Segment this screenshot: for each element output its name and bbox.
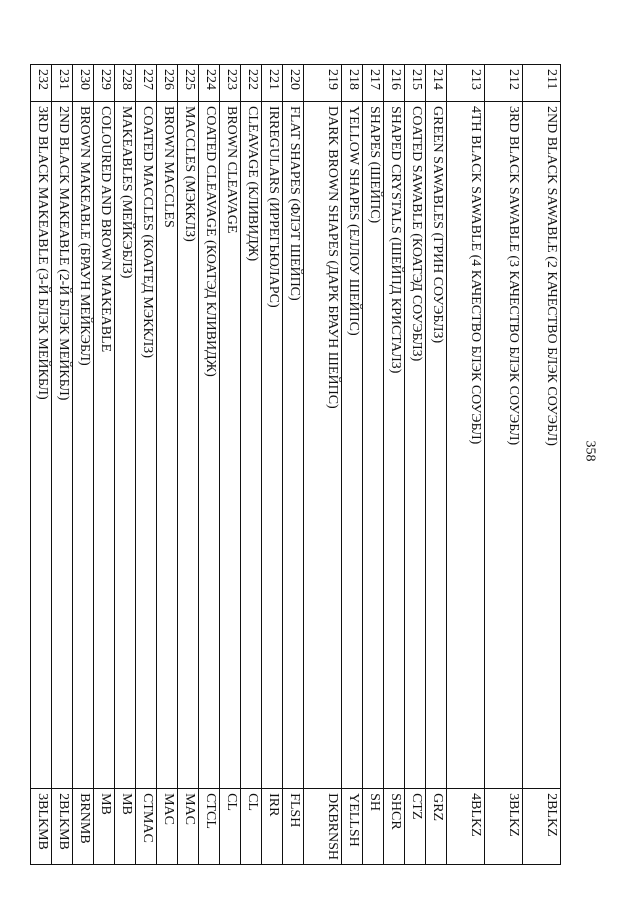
row-number-cell: 229 — [94, 65, 115, 102]
table-row — [73, 65, 94, 865]
item-code-cell: CTZ — [405, 789, 426, 865]
item-code-cell: FLSH — [283, 789, 304, 865]
item-name-cell: 2ND BLACK SAWABLE (2 КАЧЕСТВО БЛЭК СОУЭБЛ) — [523, 102, 561, 789]
row-number-cell: 215 — [405, 65, 426, 102]
table-row — [405, 65, 426, 865]
page-number: 358 — [582, 440, 598, 462]
item-name-cell: BROWN MAKEABLE (БРАУН МЕЙКЭБЛ) — [73, 102, 94, 789]
item-name-cell: COATED CLEAVAGE (КОАТЭД КЛИВИДЖ) — [199, 102, 220, 789]
row-number-cell: 219 — [304, 65, 342, 102]
item-name-cell: 4TH BLACK SAWABLE (4 КАЧЕСТВО БЛЭК СОУЭБЛ) — [447, 102, 485, 789]
table-row — [384, 65, 405, 865]
item-code-cell: GRZ — [426, 789, 447, 865]
item-code-cell: MB — [94, 789, 115, 865]
item-name-cell: FLAT SHAPES (ФЛЭТ ШЕЙПС) — [283, 102, 304, 789]
table-row — [241, 65, 262, 865]
row-number-cell: 220 — [283, 65, 304, 102]
item-name-cell: SHAPED CRYSTALS (ШЕЙПД КРИСТАЛЗ) — [384, 102, 405, 789]
table-row — [363, 65, 384, 865]
row-number-cell: 224 — [199, 65, 220, 102]
table-row — [157, 65, 178, 865]
rotated-table-container — [35, 64, 561, 865]
item-code-cell: 2BLKZ — [523, 789, 561, 865]
item-name-cell: 3RD BLACK SAWABLE (3 КАЧЕСТВО БЛЭК СОУЭБЛ) — [485, 102, 523, 789]
row-number-cell: 211 — [523, 65, 561, 102]
item-name-cell: COATED SAWABLE (КОАТЭД СОУЭБЛЗ) — [405, 102, 426, 789]
row-number-cell: 228 — [115, 65, 136, 102]
item-code-cell: SH — [363, 789, 384, 865]
table-row — [31, 65, 52, 865]
item-code-cell: CTCL — [199, 789, 220, 865]
item-name-cell: MACCLES (МЭККЛЗ) — [178, 102, 199, 789]
item-code-cell: SHCR — [384, 789, 405, 865]
row-number-cell: 226 — [157, 65, 178, 102]
item-name-cell: DARK BROWN SHAPES (ДАРК БРАУН ШЕЙПС) — [304, 102, 342, 789]
item-name-cell: BROWN CLEAVAGE — [220, 102, 241, 789]
code-table — [30, 64, 561, 865]
item-code-cell: 3BLKZ — [485, 789, 523, 865]
row-number-cell: 216 — [384, 65, 405, 102]
table-row — [178, 65, 199, 865]
row-number-cell: 223 — [220, 65, 241, 102]
table-row — [220, 65, 241, 865]
item-name-cell: GREEN SAWABLES (ГРИН СОУЭБЛЗ) — [426, 102, 447, 789]
item-code-cell: CL — [220, 789, 241, 865]
item-code-cell: CL — [241, 789, 262, 865]
table-row — [523, 65, 561, 865]
item-name-cell: 2ND BLACK MAKEABLE (2-Й БЛЭК МЕЙКБЛ) — [52, 102, 73, 789]
item-name-cell: YELLOW SHAPES (ЕЛЛОУ ШЕЙПС) — [342, 102, 363, 789]
table-row — [115, 65, 136, 865]
row-number-cell: 213 — [447, 65, 485, 102]
row-number-cell: 212 — [485, 65, 523, 102]
item-code-cell: IRR — [262, 789, 283, 865]
item-code-cell: MB — [115, 789, 136, 865]
item-code-cell: 4BLKZ — [447, 789, 485, 865]
item-name-cell: 3RD BLACK MAKEABLE (3-Й БЛЭК МЕЙКБЛ) — [31, 102, 52, 789]
row-number-cell: 221 — [262, 65, 283, 102]
table-row — [283, 65, 304, 865]
table-row — [426, 65, 447, 865]
item-name-cell: IRREGULARS (ИРРЕГЬЮЛАРС) — [262, 102, 283, 789]
row-number-cell: 225 — [178, 65, 199, 102]
item-code-cell: MAC — [178, 789, 199, 865]
table-row — [94, 65, 115, 865]
item-code-cell: BRNMB — [73, 789, 94, 865]
item-code-cell: MAC — [157, 789, 178, 865]
row-number-cell: 230 — [73, 65, 94, 102]
item-code-cell: 3BLKMB — [31, 789, 52, 865]
item-code-cell: YELLSH — [342, 789, 363, 865]
row-number-cell: 227 — [136, 65, 157, 102]
item-name-cell: MAKEABLES (МЕЙКЭБЛЗ) — [115, 102, 136, 789]
item-code-cell: CTMAC — [136, 789, 157, 865]
table-row — [485, 65, 523, 865]
item-name-cell: SHAPES (ШЕЙПС) — [363, 102, 384, 789]
row-number-cell: 217 — [363, 65, 384, 102]
table-row — [447, 65, 485, 865]
row-number-cell: 222 — [241, 65, 262, 102]
item-code-cell: 2BLKMB — [52, 789, 73, 865]
table-row — [199, 65, 220, 865]
item-name-cell: COATED MACCLES (КОАТЕД МЭККЛЗ) — [136, 102, 157, 789]
item-name-cell: CLEAVAGE (КЛИВИДЖ) — [241, 102, 262, 789]
row-number-cell: 232 — [31, 65, 52, 102]
table-row — [304, 65, 342, 865]
row-number-cell: 231 — [52, 65, 73, 102]
item-code-cell: DKBRNSH — [304, 789, 342, 865]
item-name-cell: BROWN MACCLES — [157, 102, 178, 789]
table-row — [136, 65, 157, 865]
item-name-cell: COLOURED AND BROWN MAKEABLE — [94, 102, 115, 789]
table-row — [342, 65, 363, 865]
row-number-cell: 218 — [342, 65, 363, 102]
table-row — [262, 65, 283, 865]
table-body — [31, 65, 561, 865]
row-number-cell: 214 — [426, 65, 447, 102]
table-row — [52, 65, 73, 865]
